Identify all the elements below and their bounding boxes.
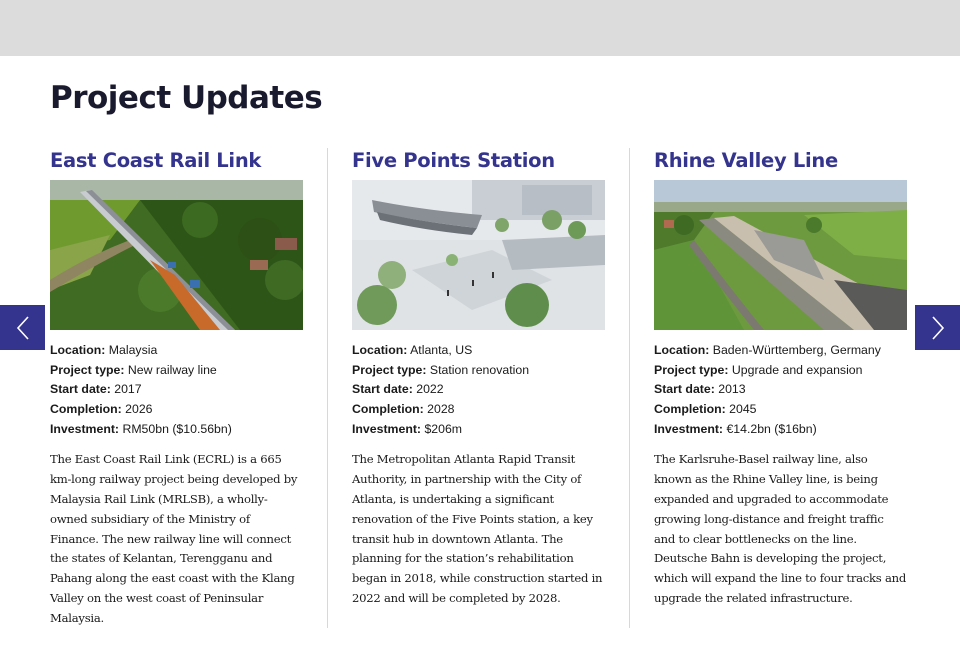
fact-project-type: Project type: Upgrade and expansion: [654, 362, 863, 377]
fact-location: Location: Malaysia: [50, 343, 158, 357]
fact-start-date: Start date: 2022: [352, 382, 444, 397]
railway-tracks-aerial-photo: [654, 180, 907, 330]
fact-completion: Completion: 2045: [654, 402, 757, 417]
chevron-left-icon: [15, 315, 31, 341]
top-bar: [0, 0, 960, 56]
fact-location: Location: Atlanta, US: [352, 343, 473, 357]
project-facts: [352, 341, 606, 439]
project-card-five-points-station: [352, 148, 606, 609]
column-divider: [629, 148, 630, 628]
project-facts: [50, 341, 304, 439]
project-card-east-coast-rail-link: [50, 148, 304, 629]
fact-location: Location: Baden-Württemberg, Germany: [654, 343, 881, 357]
project-card-rhine-valley-line: [654, 148, 908, 609]
fact-start-date: Start date: 2013: [654, 382, 746, 397]
project-description: The Metropolitan Atlanta Rapid Transit Authority, in partnership with the City of Atlanta, is undertaking a significant renovation of the Five Points station, a key transit hub in downtown Atlanta. The planning for the station’s rehabilitation began in 2018, while construction started in 2022 and will be completed by 2028.: [352, 452, 603, 606]
fact-investment: Investment: $206m: [352, 421, 463, 436]
card-title: Rhine Valley Line: [654, 149, 838, 172]
card-title: Five Points Station: [352, 149, 555, 172]
project-description: The Karlsruhe-Basel railway line, also known as the Rhine Valley line, is being expanded and upgraded to accommodate growing long-distance and freight traffic and to clear bottlenecks on the line. Deutsche Bahn is developing the project, which will expand the line to four tracks and upgrade the related infrastructure.: [654, 452, 906, 606]
fact-project-type: Project type: Station renovation: [352, 362, 530, 377]
fact-completion: Completion: 2028: [352, 402, 455, 417]
card-title: East Coast Rail Link: [50, 149, 262, 172]
column-divider: [327, 148, 328, 628]
fact-investment: Investment: €14.2bn ($16bn): [654, 421, 817, 436]
fact-investment: Investment: RM50bn ($10.56bn): [50, 421, 232, 436]
chevron-right-icon: [930, 315, 946, 341]
project-description: The East Coast Rail Link (ECRL) is a 665 km-long railway project being developed by Malaysia Rail Link (MRLSB), a wholly-owned subsidiary of the Ministry of Finance. The new railway line will connect the states of Kelantan, Terengganu and Pahang along the east coast with the Klang Valley on the west coast of Peninsular Malaysia.: [50, 452, 298, 625]
fact-project-type: Project type: New railway line: [50, 362, 217, 377]
station-plaza-rendering-photo: [352, 180, 605, 330]
fact-start-date: Start date: 2017: [50, 382, 142, 397]
project-facts: [654, 341, 908, 439]
railway-viaduct-over-jungle-photo: [50, 180, 303, 330]
fact-completion: Completion: 2026: [50, 402, 153, 417]
page-title: Project Updates: [50, 80, 323, 116]
carousel-prev-button[interactable]: [0, 305, 45, 350]
carousel-next-button[interactable]: [915, 305, 960, 350]
